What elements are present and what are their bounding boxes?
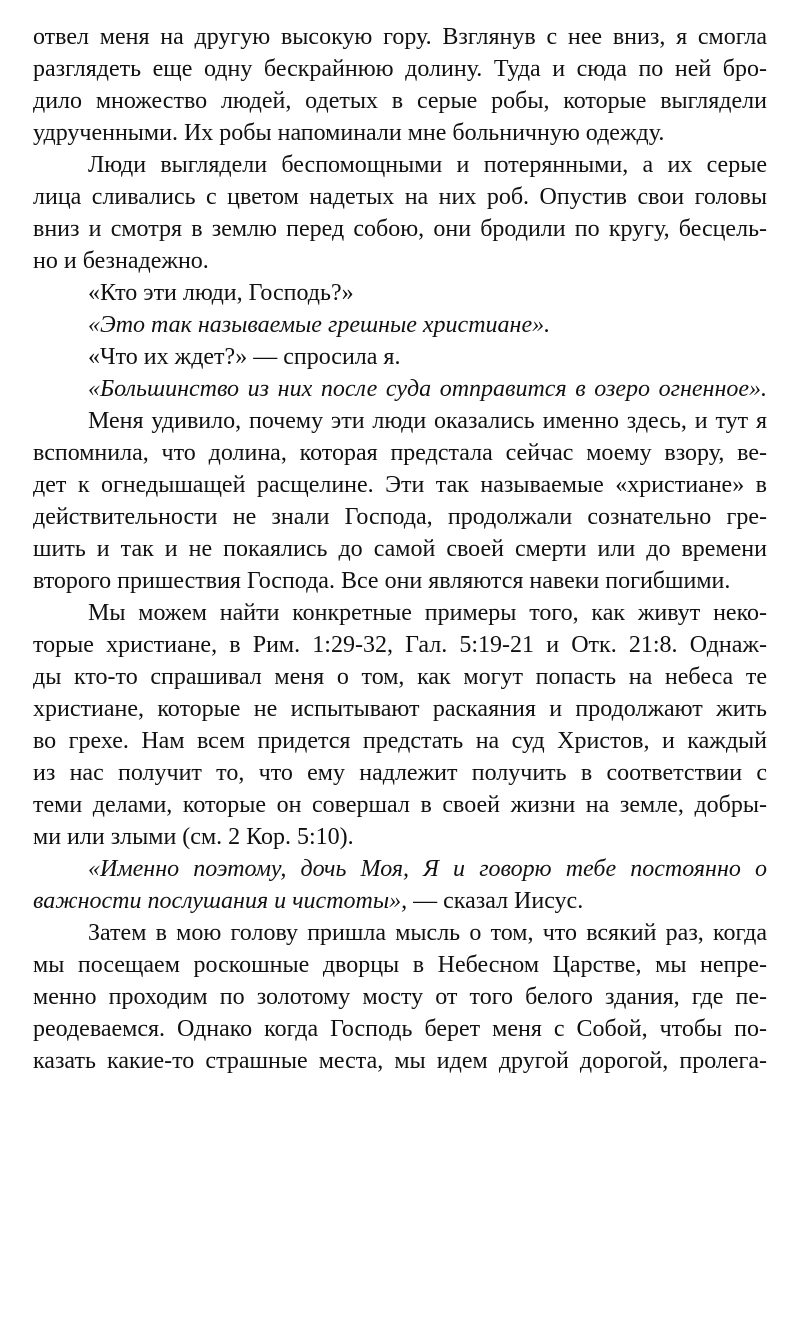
text-line: ми или злыми (см. 2 Кор. 5:10). <box>33 824 354 850</box>
text-line: теми делами, которые он совершал в своей жизни на земле, добры- <box>33 792 767 818</box>
text-line: казать какие-то страшные места, мы идем другой дорогой, пролега- <box>33 1048 767 1074</box>
text-line: разглядеть еще одну бескрайнюю долину. Туда и сюда по ней бро- <box>33 56 767 82</box>
paragraph-first-line: Затем в мою голову пришла мысль о том, что всякий раз, когда <box>88 920 767 946</box>
dialogue-line: «Что их ждет?» — спросила я. <box>88 344 401 370</box>
text-line: вспомнила, что долина, которая предстала сейчас моему взору, ве- <box>33 440 767 466</box>
text-line: из нас получит то, что ему надлежит получить в соответствии с <box>33 760 767 786</box>
paragraph-first-line: Меня удивило, почему эти люди оказались именно здесь, и тут я <box>88 408 767 434</box>
text-line: шить и так и не покаялись до самой своей смерти или до времени <box>33 536 767 562</box>
text-line: второго пришествия Господа. Все они являются навеки погибшими. <box>33 568 731 594</box>
dialogue-line-italic: «Большинство из них после суда отправится в озеро огненное». <box>88 376 767 402</box>
text-line: отвел меня на другую высокую гору. Взглянув с нее вниз, я смогла <box>33 24 767 50</box>
dialogue-line: «Кто эти люди, Господь?» <box>88 280 354 306</box>
text-line: действительности не знали Господа, продолжали сознательно гре- <box>33 504 767 530</box>
quote-fragment-italic: важности послушания и чистоты», <box>33 888 408 914</box>
text-line: лица сливались с цветом надетых на них роб. Опустив свои головы <box>33 184 767 210</box>
paragraph-first-line: Люди выглядели беспомощными и потерянными, а их серые <box>88 152 767 178</box>
quote-line-mixed <box>33 886 767 916</box>
text-line: мы посещаем роскошные дворцы в Небесном Царстве, мы непре- <box>33 952 767 978</box>
text-line: во грехе. Нам всем придется предстать на суд Христов, и каждый <box>33 728 767 754</box>
text-line: удрученными. Их робы напоминали мне больничную одежду. <box>33 120 665 146</box>
dialogue-line-italic: «Это так называемые грешные христиане». <box>88 312 551 338</box>
text-line: торые христиане, в Рим. 1:29-32, Гал. 5:19-21 и Отк. 21:8. Однаж- <box>33 632 767 658</box>
text-line: вниз и смотря в землю перед собою, они бродили по кругу, бесцель- <box>33 216 767 242</box>
text-line: менно проходим по золотому мосту от того белого здания, где пе- <box>33 984 767 1010</box>
text-line: но и безнадежно. <box>33 248 209 274</box>
text-line: ды кто-то спрашивал меня о том, как могут попасть на небеса те <box>33 664 767 690</box>
text-line: христиане, которые не испытывают раскаяния и продолжают жить <box>33 696 767 722</box>
text-line: дет к огнедышащей расщелине. Эти так называемые «христиане» в <box>33 472 767 498</box>
quote-attribution: — сказал Иисус. <box>407 888 584 914</box>
quote-line-italic: «Именно поэтому, дочь Моя, Я и говорю тебе постоянно о <box>88 856 767 882</box>
text-line: дило множество людей, одетых в серые робы, которые выглядели <box>33 88 767 114</box>
text-line: реодеваемся. Однако когда Господь берет меня с Собой, чтобы по- <box>33 1016 767 1042</box>
paragraph-first-line: Мы можем найти конкретные примеры того, как живут неко- <box>88 600 767 626</box>
